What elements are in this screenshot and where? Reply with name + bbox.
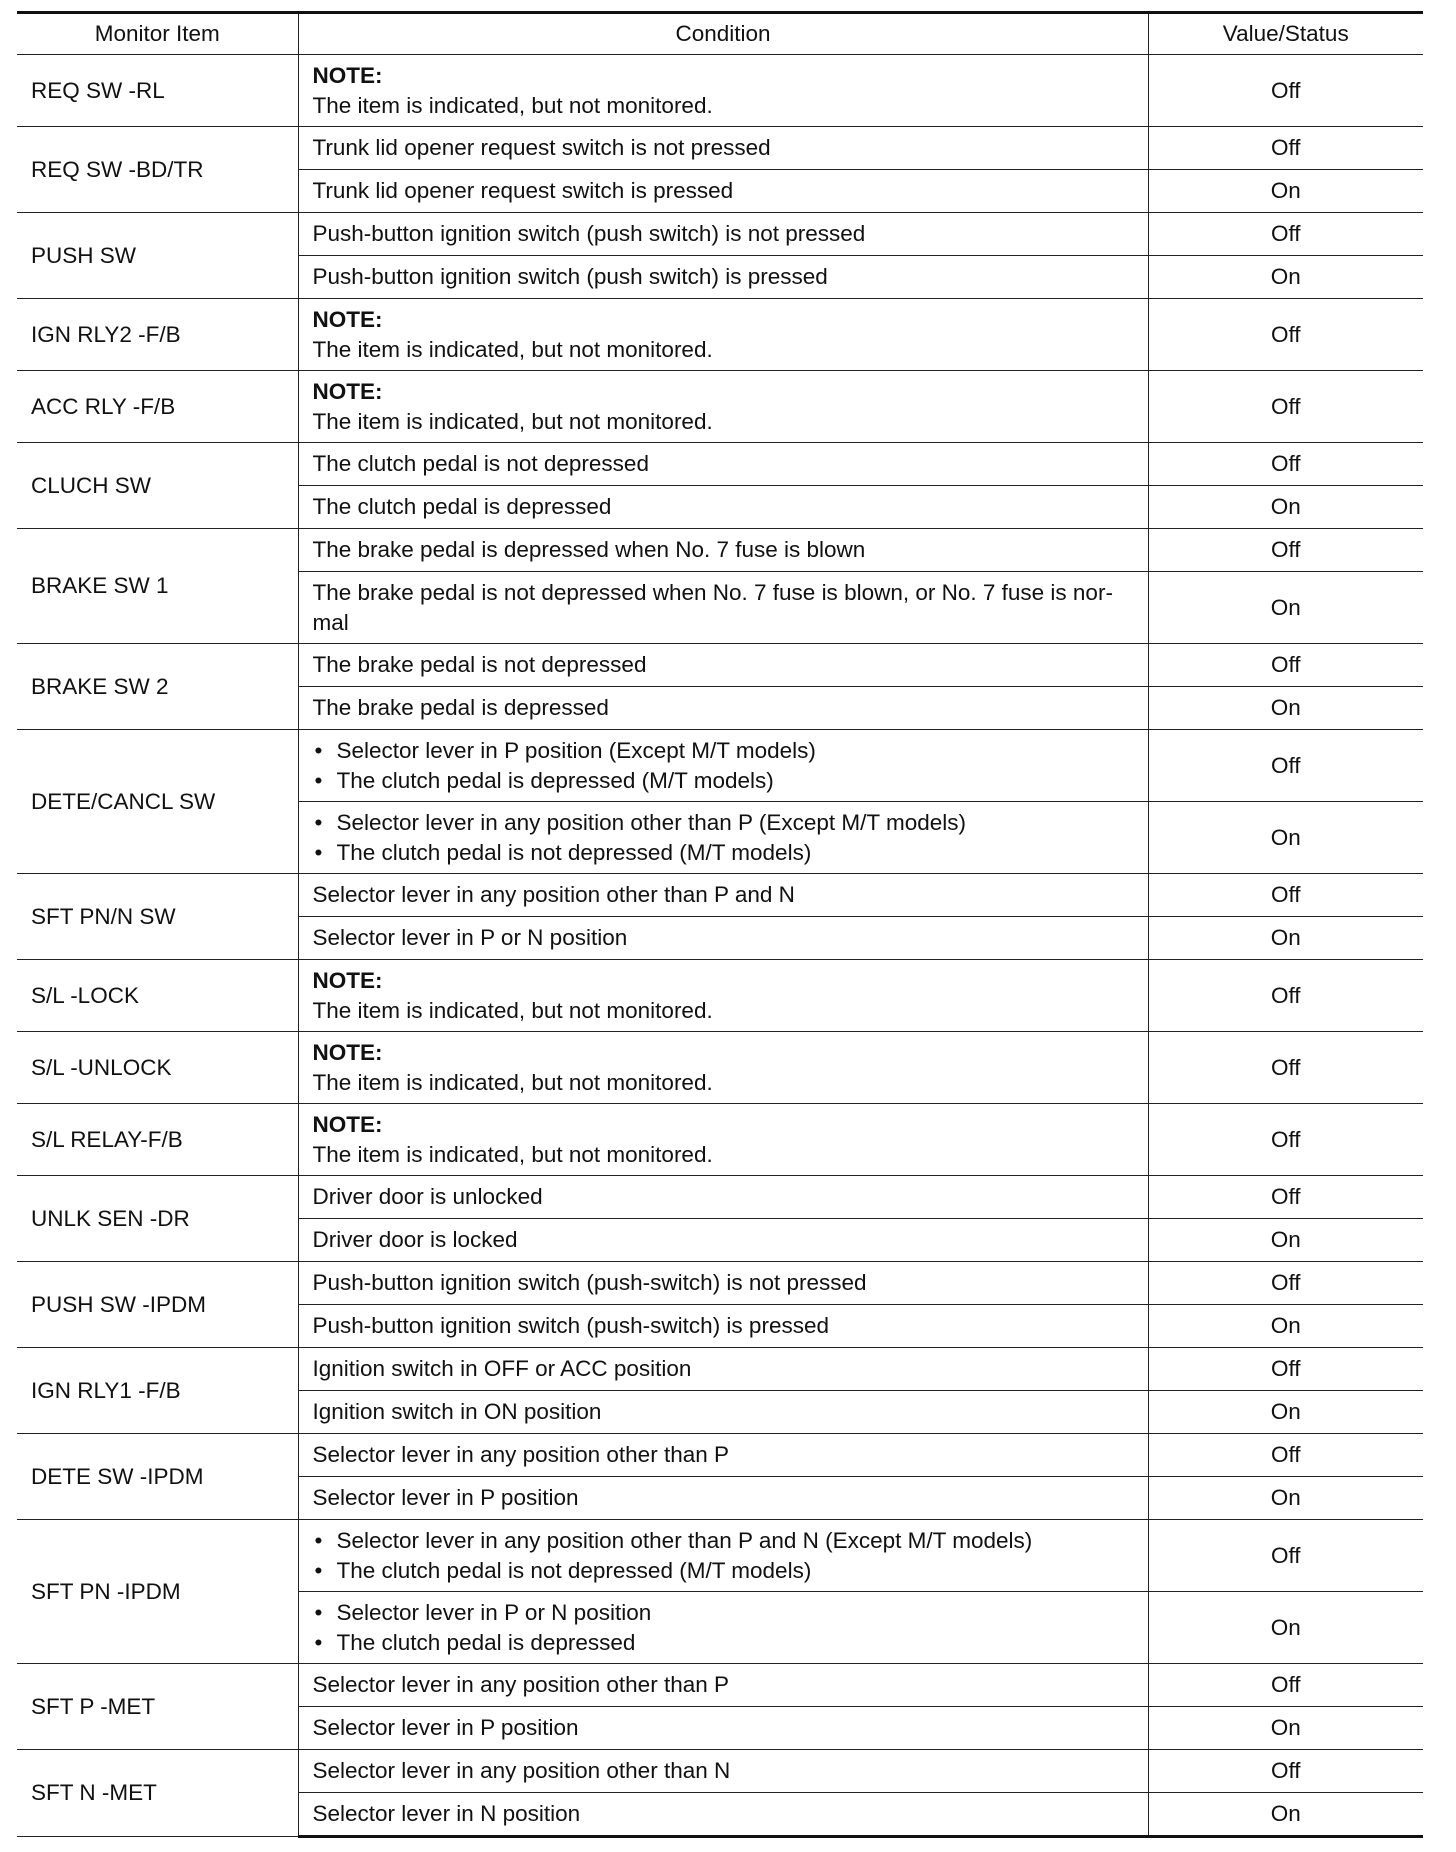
header-condition: Condition [298,13,1148,55]
note-cell [298,55,1148,127]
note-text: The item is indicated, but not monitored. [312,92,713,118]
bullet-list [313,1526,1134,1586]
table-row [17,127,1423,170]
condition-cell: Push-button ignition switch (push-switch) is not pressed [298,1262,1148,1305]
monitor-item-cell: DETE/CANCL SW [17,730,298,874]
condition-line: The brake pedal is not depressed when No. 7 fuse is blown, or No. 7 fuse is nor- [312,579,1113,605]
condition-cell: The brake pedal is depressed [298,687,1148,730]
value-cell: Off [1148,644,1423,687]
condition-cell [298,802,1148,874]
table-row [17,443,1423,486]
monitor-item-cell: SFT P -MET [17,1664,298,1750]
condition-cell: Selector lever in any position other than P and N [298,874,1148,917]
value-cell: Off [1148,1664,1423,1707]
condition-cell [298,730,1148,802]
monitor-item-cell: UNLK SEN -DR [17,1176,298,1262]
value-cell: Off [1148,1104,1423,1176]
header-monitor-item: Monitor Item [17,13,298,55]
condition-cell: Ignition switch in OFF or ACC position [298,1348,1148,1391]
value-cell: Off [1148,299,1423,371]
value-cell: Off [1148,1176,1423,1219]
value-cell: On [1148,1305,1423,1348]
condition-cell: The brake pedal is not depressed [298,644,1148,687]
bullet-list [313,1598,1134,1658]
value-cell: Off [1148,730,1423,802]
condition-cell: The clutch pedal is not depressed [298,443,1148,486]
condition-cell: Push-button ignition switch (push-switch) is pressed [298,1305,1148,1348]
value-cell: Off [1148,55,1423,127]
value-cell: On [1148,1391,1423,1434]
bullet-item: • The clutch pedal is not depressed (M/T models) [313,1556,1134,1586]
value-cell: Off [1148,371,1423,443]
note-label: NOTE: [312,1039,383,1065]
monitor-item-table [17,11,1423,1838]
value-cell: On [1148,486,1423,529]
condition-cell: The brake pedal is depressed when No. 7 fuse is blown [298,529,1148,572]
value-cell: Off [1148,1262,1423,1305]
note-text: The item is indicated, but not monitored. [312,997,713,1023]
monitor-item-cell: IGN RLY1 -F/B [17,1348,298,1434]
bullet-item: • The clutch pedal is depressed [313,1628,1134,1658]
bullet-item: • The clutch pedal is depressed (M/T models) [313,766,1134,796]
monitor-item-cell: IGN RLY2 -F/B [17,299,298,371]
table-row [17,874,1423,917]
table-row [17,55,1423,127]
note-cell [298,960,1148,1032]
value-cell: Off [1148,213,1423,256]
condition-cell: Selector lever in any position other than P [298,1434,1148,1477]
condition-cell: Selector lever in P position [298,1707,1148,1750]
monitor-item-cell: S/L -LOCK [17,960,298,1032]
table-row [17,1664,1423,1707]
bullet-list [313,736,1134,796]
condition-cell [298,1592,1148,1664]
note-text: The item is indicated, but not monitored. [312,1141,713,1167]
value-cell: Off [1148,529,1423,572]
table-row [17,960,1423,1032]
value-cell: On [1148,687,1423,730]
value-cell: Off [1148,1348,1423,1391]
note-cell [298,299,1148,371]
table-row [17,1750,1423,1793]
note-cell [298,1104,1148,1176]
value-cell: On [1148,917,1423,960]
condition-cell [298,1520,1148,1592]
monitor-item-cell: BRAKE SW 2 [17,644,298,730]
condition-cell: Selector lever in any position other than N [298,1750,1148,1793]
value-cell: On [1148,1707,1423,1750]
table-row [17,1262,1423,1305]
value-cell: On [1148,1793,1423,1837]
bullet-item: • Selector lever in P position (Except M/T models) [313,736,1134,766]
monitor-item-cell: SFT N -MET [17,1750,298,1837]
monitor-item-cell: S/L -UNLOCK [17,1032,298,1104]
bullet-item: • The clutch pedal is not depressed (M/T models) [313,838,1134,868]
monitor-item-cell: S/L RELAY-F/B [17,1104,298,1176]
table-row [17,1176,1423,1219]
condition-cell: Push-button ignition switch (push switch) is not pressed [298,213,1148,256]
condition-cell: Selector lever in P position [298,1477,1148,1520]
monitor-item-cell: ACC RLY -F/B [17,371,298,443]
note-cell [298,371,1148,443]
condition-cell [298,572,1148,644]
table-row [17,730,1423,802]
value-cell: Off [1148,443,1423,486]
condition-cell: The clutch pedal is depressed [298,486,1148,529]
condition-cell: Ignition switch in ON position [298,1391,1148,1434]
condition-cell: Push-button ignition switch (push switch) is pressed [298,256,1148,299]
monitor-item-cell: PUSH SW [17,213,298,299]
table-row [17,1104,1423,1176]
condition-line: mal [312,609,349,635]
table-row [17,529,1423,572]
condition-cell: Trunk lid opener request switch is pressed [298,170,1148,213]
bullet-item: • Selector lever in P or N position [313,1598,1134,1628]
note-label: NOTE: [312,306,383,332]
bullet-item: • Selector lever in any position other than P and N (Except M/T models) [313,1526,1134,1556]
note-cell [298,1032,1148,1104]
header-value-status: Value/Status [1148,13,1423,55]
value-cell: Off [1148,1750,1423,1793]
condition-cell: Driver door is unlocked [298,1176,1148,1219]
monitor-item-cell: CLUCH SW [17,443,298,529]
note-text: The item is indicated, but not monitored. [312,408,713,434]
condition-cell: Driver door is locked [298,1219,1148,1262]
value-cell: Off [1148,127,1423,170]
table-row [17,1520,1423,1592]
note-text: The item is indicated, but not monitored. [312,1069,713,1095]
table-row [17,1348,1423,1391]
monitor-item-cell: PUSH SW -IPDM [17,1262,298,1348]
note-label: NOTE: [312,62,383,88]
monitor-item-cell: SFT PN -IPDM [17,1520,298,1664]
monitor-item-cell: BRAKE SW 1 [17,529,298,644]
condition-cell: Selector lever in any position other than P [298,1664,1148,1707]
note-label: NOTE: [312,967,383,993]
value-cell: Off [1148,1032,1423,1104]
table-header-row [17,13,1423,55]
condition-cell: Trunk lid opener request switch is not pressed [298,127,1148,170]
monitor-item-cell: REQ SW -RL [17,55,298,127]
value-cell: On [1148,1592,1423,1664]
table-row [17,213,1423,256]
bullet-item: • Selector lever in any position other than P (Except M/T models) [313,808,1134,838]
condition-cell: Selector lever in N position [298,1793,1148,1837]
value-cell: On [1148,1477,1423,1520]
note-label: NOTE: [312,378,383,404]
table-row [17,1434,1423,1477]
value-cell: Off [1148,874,1423,917]
table-row [17,1032,1423,1104]
note-label: NOTE: [312,1111,383,1137]
bullet-list [313,808,1134,868]
value-cell: On [1148,572,1423,644]
monitor-item-cell: SFT PN/N SW [17,874,298,960]
table-row [17,299,1423,371]
condition-cell: Selector lever in P or N position [298,917,1148,960]
value-cell: On [1148,1219,1423,1262]
note-text: The item is indicated, but not monitored. [312,336,713,362]
table-row [17,644,1423,687]
value-cell: Off [1148,960,1423,1032]
table-row [17,371,1423,443]
value-cell: Off [1148,1434,1423,1477]
value-cell: On [1148,802,1423,874]
monitor-item-cell: DETE SW -IPDM [17,1434,298,1520]
value-cell: On [1148,170,1423,213]
value-cell: Off [1148,1520,1423,1592]
monitor-item-cell: REQ SW -BD/TR [17,127,298,213]
value-cell: On [1148,256,1423,299]
